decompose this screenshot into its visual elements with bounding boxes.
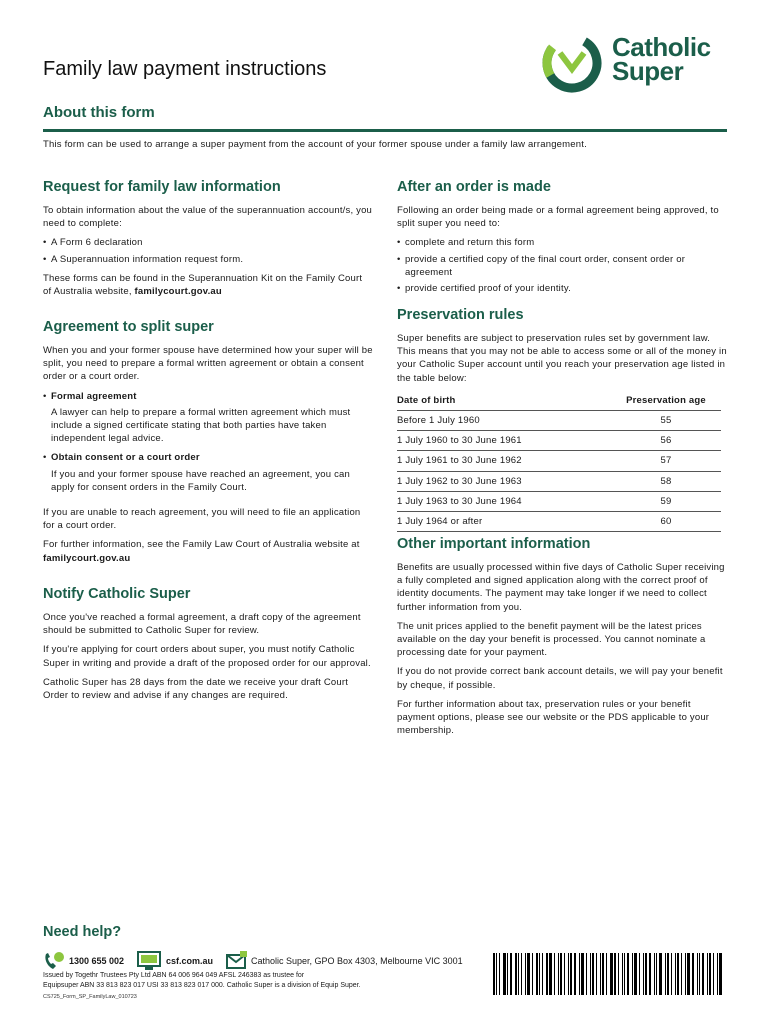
barcode-bar xyxy=(564,953,565,995)
barcode-bar xyxy=(539,953,540,995)
barcode-bar xyxy=(521,953,522,995)
age-cell: 55 xyxy=(611,411,721,431)
list-item xyxy=(43,451,373,464)
barcode-bar xyxy=(692,953,694,995)
barcode-bar xyxy=(507,953,508,995)
list-item: • A Form 6 declaration xyxy=(43,236,373,249)
barcode-bar xyxy=(558,953,559,995)
about-heading: About this form xyxy=(43,104,155,121)
section-divider xyxy=(43,129,727,132)
table-header-row xyxy=(397,391,721,411)
after-order-list xyxy=(397,236,727,295)
catholic-super-logo xyxy=(540,33,740,93)
barcode-bar xyxy=(627,953,629,995)
barcode-bar xyxy=(699,953,700,995)
logo-mark-icon xyxy=(540,33,606,93)
table-row xyxy=(397,471,721,491)
brand-name xyxy=(612,32,711,86)
computer-icon xyxy=(137,951,163,971)
table-row xyxy=(397,451,721,471)
barcode-bar xyxy=(536,953,538,995)
barcode-bar xyxy=(675,953,676,995)
barcode-bar xyxy=(665,953,666,995)
barcode-bar xyxy=(549,953,552,995)
issuer-line-1: Issued by Togethr Trustees Pty Ltd ABN 64 006 964 049 AFSL 246383 as trustee for xyxy=(43,972,305,979)
col-date-of-birth: Date of birth xyxy=(397,391,611,411)
need-help-heading: Need help? xyxy=(43,924,122,940)
barcode-bar xyxy=(639,953,640,995)
barcode-bar xyxy=(560,953,562,995)
request-note xyxy=(43,272,373,298)
barcode-bar xyxy=(532,953,533,995)
list-item: • provide a certified copy of the final court order, consent order or agreement xyxy=(397,253,727,279)
barcode-bar xyxy=(659,953,662,995)
unable-text: If you are unable to reach agreement, you will need to file an application for a court order. xyxy=(43,507,361,532)
dob-cell: 1 July 1961 to 30 June 1962 xyxy=(397,451,611,471)
preservation-table xyxy=(397,391,721,532)
other-p3: If you do not provide correct bank account details, we will pay your benefit by cheque, if possible. xyxy=(397,666,723,691)
barcode-bar xyxy=(671,953,672,995)
barcode-bar xyxy=(542,953,543,995)
barcode-bar xyxy=(518,953,519,995)
barcode-bar xyxy=(600,953,601,995)
barcode-bar xyxy=(602,953,604,995)
barcode-bar xyxy=(643,953,644,995)
further-info xyxy=(43,538,373,564)
list-item: • complete and return this form xyxy=(397,236,727,249)
barcode-bar xyxy=(656,953,657,995)
barcode-bar xyxy=(496,953,497,995)
phone-number: 1300 655 002 xyxy=(69,956,125,966)
preservation-section xyxy=(397,306,727,532)
about-text: This form can be used to arrange a super payment from the account of your former spouse under a family law arrangement. xyxy=(43,139,587,150)
barcode-bar xyxy=(590,953,591,995)
barcode-bar xyxy=(677,953,679,995)
age-cell: 58 xyxy=(611,471,721,491)
barcode-bar xyxy=(527,953,530,995)
other-p2: The unit prices applied to the benefit payment will be the latest prices available on the day your benefit is processed. You cannot nominate a processing date for your payment. xyxy=(397,620,706,659)
barcode-bar xyxy=(702,953,704,995)
other-info-section xyxy=(397,535,727,743)
barcode-bar xyxy=(510,953,512,995)
dob-cell: 1 July 1964 or after xyxy=(397,512,611,532)
preservation-intro: Super benefits are subject to preservation rules set by government law. This means that you may not be able to access some or all of the money in your Catholic Super account until you reach your preservation age listed in the table below: xyxy=(397,333,727,384)
request-heading: Request for family law information xyxy=(43,179,281,195)
notify-section xyxy=(43,585,373,708)
barcode-bar xyxy=(546,953,548,995)
address-contact xyxy=(226,951,463,971)
request-section xyxy=(43,178,373,304)
barcode-bar xyxy=(568,953,569,995)
barcode-bar xyxy=(592,953,594,995)
barcode-bar xyxy=(667,953,669,995)
barcode-bar xyxy=(554,953,555,995)
dob-cell: 1 July 1962 to 30 June 1963 xyxy=(397,471,611,491)
barcode-bar xyxy=(579,953,580,995)
formal-agreement-title: Formal agreement xyxy=(51,390,137,402)
familycourt-link[interactable]: familycourt.gov.au xyxy=(43,552,131,564)
barcode-bar xyxy=(574,953,576,995)
barcode-bar xyxy=(499,953,500,995)
barcode-bar xyxy=(632,953,633,995)
barcode xyxy=(493,953,726,995)
dob-cell: 1 July 1963 to 30 June 1964 xyxy=(397,491,611,511)
barcode-bar xyxy=(717,953,718,995)
after-order-section xyxy=(397,178,727,301)
barcode-bar xyxy=(503,953,506,995)
barcode-bar xyxy=(515,953,517,995)
barcode-bar xyxy=(586,953,587,995)
age-cell: 56 xyxy=(611,431,721,451)
barcode-bar xyxy=(618,953,619,995)
list-item: • provide certified proof of your identity. xyxy=(397,282,727,295)
table-row xyxy=(397,491,721,511)
notify-p1: Once you've reached a formal agreement, a draft copy of the agreement should be submitted to Catholic Super for review. xyxy=(43,612,361,637)
agreement-heading: Agreement to split super xyxy=(43,319,214,335)
other-info-heading: Other important information xyxy=(397,536,591,552)
barcode-bar xyxy=(614,953,616,995)
barcode-bar xyxy=(719,953,722,995)
dob-cell: 1 July 1960 to 30 June 1961 xyxy=(397,431,611,451)
request-note-text: These forms can be found in the Superannuation Kit on the Family Court of Australia website, xyxy=(43,272,363,298)
barcode-bar xyxy=(622,953,623,995)
barcode-bar xyxy=(685,953,686,995)
formal-agreement-text: A lawyer can help to prepare a formal written agreement which must include a signed certificate stating that both parties have taken independent legal advice. xyxy=(51,406,351,445)
after-order-heading: After an order is made xyxy=(397,179,551,195)
page-title: Family law payment instructions xyxy=(43,58,327,80)
age-cell: 60 xyxy=(611,512,721,532)
notify-p3: Catholic Super has 28 days from the date we receive your draft Court Order to review and advise if any changes are required. xyxy=(43,676,349,702)
barcode-bar xyxy=(581,953,584,995)
barcode-bar xyxy=(654,953,655,995)
issuer-line-2: Equipsuper ABN 33 813 823 017 USI 33 813 823 017 000. Catholic Super is a division of Equip Super. xyxy=(43,982,361,989)
barcode-bar xyxy=(707,953,708,995)
agreement-intro: When you and your former spouse have determined how your super will be split, you need to prepare a formal written agreement or obtain a consent order or a court order. xyxy=(43,345,373,383)
list-item xyxy=(43,390,373,403)
table-row xyxy=(397,512,721,532)
other-p4: For further information about tax, preservation rules or your benefit payment options, please see our website or the PDS applicable to your membership. xyxy=(397,698,710,737)
issuer-statement xyxy=(43,971,463,991)
familycourt-link[interactable]: familycourt.gov.au xyxy=(134,286,222,298)
mail-icon xyxy=(226,951,248,971)
phone-contact[interactable] xyxy=(43,951,124,971)
barcode-bar xyxy=(624,953,625,995)
barcode-bar xyxy=(687,953,690,995)
agreement-section xyxy=(43,318,373,571)
after-order-intro: Following an order being made or a formal agreement being approved, to split super you need to: xyxy=(397,205,719,230)
brand-line-2: Super xyxy=(612,56,684,86)
other-p1: Benefits are usually processed within five days of Catholic Super receiving a fully completed and signed application along with the correct proof of identity documents. The payment may take longer if we need to collect further information from you. xyxy=(397,562,725,613)
dob-cell: Before 1 July 1960 xyxy=(397,411,611,431)
barcode-bar xyxy=(634,953,637,995)
barcode-bar xyxy=(697,953,698,995)
age-cell: 57 xyxy=(611,451,721,471)
consent-order-text: If you and your former spouse have reached an agreement, you can apply for consent orders in the Family Court. xyxy=(51,468,351,493)
barcode-bar xyxy=(606,953,607,995)
website-link: csf.com.au xyxy=(166,956,214,966)
barcode-bar xyxy=(493,953,495,995)
table-row xyxy=(397,431,721,451)
barcode-bar xyxy=(681,953,682,995)
barcode-bar xyxy=(570,953,572,995)
website-contact[interactable] xyxy=(137,951,213,971)
preservation-heading: Preservation rules xyxy=(397,307,524,323)
barcode-bar xyxy=(645,953,647,995)
age-cell: 59 xyxy=(611,491,721,511)
notify-heading: Notify Catholic Super xyxy=(43,586,191,602)
form-code: CS725_Form_SP_FamilyLaw_010723 xyxy=(43,994,137,1000)
barcode-bar xyxy=(649,953,651,995)
table-row xyxy=(397,411,721,431)
brand-line-1: Catholic xyxy=(612,32,711,62)
further-info-text: For further information, see the Family Law Court of Australia website at xyxy=(43,539,360,551)
barcode-bar xyxy=(709,953,711,995)
notify-p2: If you're applying for court orders about super, you must notify Catholic Super in writing and provide a draft of the proposed order for our approval. xyxy=(43,644,371,669)
col-preservation-age: Preservation age xyxy=(611,391,721,411)
postal-address: Catholic Super, GPO Box 4303, Melbourne VIC 3001 xyxy=(251,956,463,966)
request-intro: To obtain information about the value of the superannuation account/s, you need to complete: xyxy=(43,205,373,230)
phone-icon xyxy=(43,951,65,971)
request-list xyxy=(43,236,373,265)
formal-agreement-list xyxy=(43,390,373,403)
consent-order-title: Obtain consent or a court order xyxy=(51,452,200,464)
consent-order-list xyxy=(43,451,373,464)
barcode-bar xyxy=(525,953,526,995)
barcode-bar xyxy=(596,953,597,995)
barcode-bar xyxy=(610,953,613,995)
barcode-bar xyxy=(713,953,714,995)
list-item: • A Superannuation information request form. xyxy=(43,253,373,266)
